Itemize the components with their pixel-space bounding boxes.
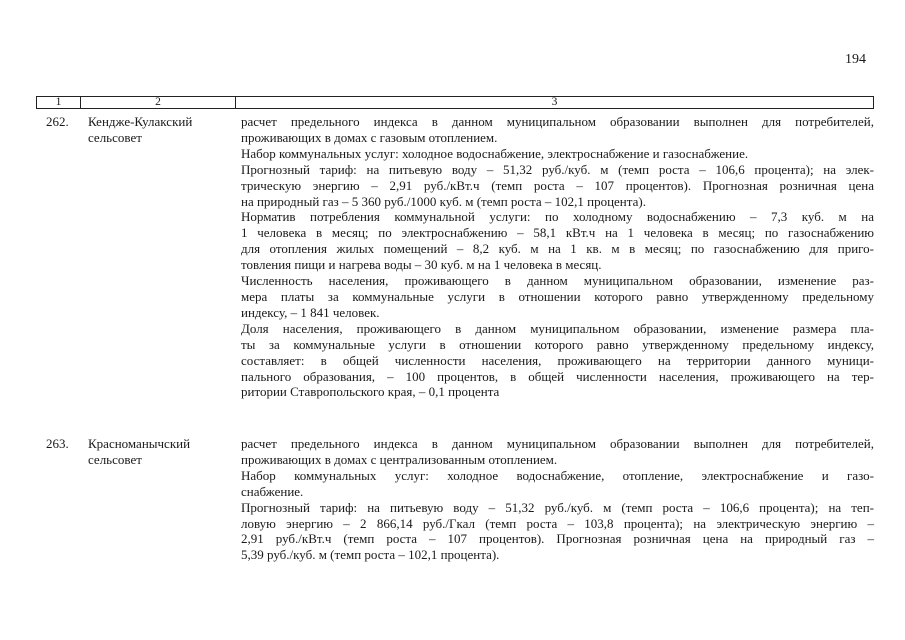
entry-name-line: Красноманычский	[88, 436, 191, 451]
header-col-2: 2	[81, 97, 236, 108]
entry-number: 263.	[46, 436, 69, 451]
text-line: Прогнозный тариф: на питьевую воду – 51,32 руб./куб. м (темп роста – 106,6 процента); на элек-	[241, 161, 874, 177]
text-line: пального образования, – 100 процентов, в общей численности населения, проживающего на тер-	[241, 368, 874, 384]
text-line: Норматив потребления коммунальной услуги: по холодному водоснабжению – 7,3 куб. м на	[241, 209, 874, 225]
text-line: Доля населения, проживающего в данном муниципальном образовании, изменение размера пла-	[241, 320, 874, 336]
text-line: ловую энергию – 2 866,14 руб./Гкал (темп роста – 103,8 процента); на электрическую энергию –	[241, 515, 874, 531]
page-number: 194	[845, 52, 866, 67]
entry-name	[88, 436, 233, 468]
entry-text	[241, 114, 874, 400]
text-line: проживающих в домах с газовым отоплением.	[241, 129, 498, 145]
text-line: проживающих в домах с централизованным отоплением.	[241, 451, 558, 467]
text-line: составляет: в общей численности населения, проживающего на территории данного муници-	[241, 352, 874, 368]
entry-name	[88, 114, 233, 146]
entry-text	[241, 436, 874, 563]
text-line: 1 человека в месяц; по электроснабжению – 58,1 кВт.ч на 1 человека в месяц; по газоснабжению	[241, 225, 874, 241]
text-line: 5,39 руб./куб. м (темп роста – 102,1 процента).	[241, 547, 500, 563]
text-line: расчет предельного индекса в данном муниципальном образовании выполнен для потребителей,	[241, 436, 874, 451]
header-col-3: 3	[551, 96, 558, 108]
text-line: мера платы за коммунальные услуги в отношении которого равно утвержденному предельному	[241, 288, 874, 304]
table-header-row	[36, 96, 874, 109]
text-line: для отопления жилых помещений – 8,2 куб. м на 1 кв. м в месяц; по газоснабжению для приго-	[241, 241, 874, 257]
text-line: товления пищи и нагрева воды – 30 куб. м на 1 человека в месяц.	[241, 257, 602, 273]
text-line: расчет предельного индекса в данном муниципальном образовании выполнен для потребителей,	[241, 114, 874, 129]
text-line: ты за коммунальные услуги в отношении которого равно утвержденному предельному индексу,	[241, 336, 874, 352]
text-line: трическую энергию – 2,91 руб./кВт.ч (темп роста – 107 процентов). Прогнозная розничная цена	[241, 177, 874, 193]
text-line: Набор коммунальных услуг: холодное водоснабжение, отопление, электроснабжение и газо-	[241, 467, 874, 483]
text-line: 2,91 руб./кВт.ч (темп роста – 107 процентов). Прогнозная розничная цена на природный газ –	[241, 531, 874, 547]
text-line: Набор коммунальных услуг: холодное водоснабжение, электроснабжение и газоснабжение.	[241, 145, 749, 161]
text-line: Прогнозный тариф: на питьевую воду – 51,32 руб./куб. м (темп роста – 106,6 процента); на теп-	[241, 499, 874, 515]
entry-name-line: сельсовет	[88, 451, 142, 467]
text-line: индексу, – 1 841 человек.	[241, 304, 380, 320]
entry-name-line: сельсовет	[88, 129, 142, 145]
text-line: Численность населения, проживающего в данном муниципальном образовании, изменение раз-	[241, 273, 874, 289]
entry-number: 262.	[46, 114, 69, 129]
text-line: снабжение.	[241, 483, 304, 499]
entry-name-line: Кендже-Кулакский	[88, 114, 193, 129]
text-line: ритории Ставропольского края, – 0,1 процента	[241, 384, 500, 400]
header-col-1: 1	[37, 97, 81, 108]
text-line: на природный газ – 5 360 руб./1000 куб. м (темп роста – 102,1 процента).	[241, 193, 646, 209]
